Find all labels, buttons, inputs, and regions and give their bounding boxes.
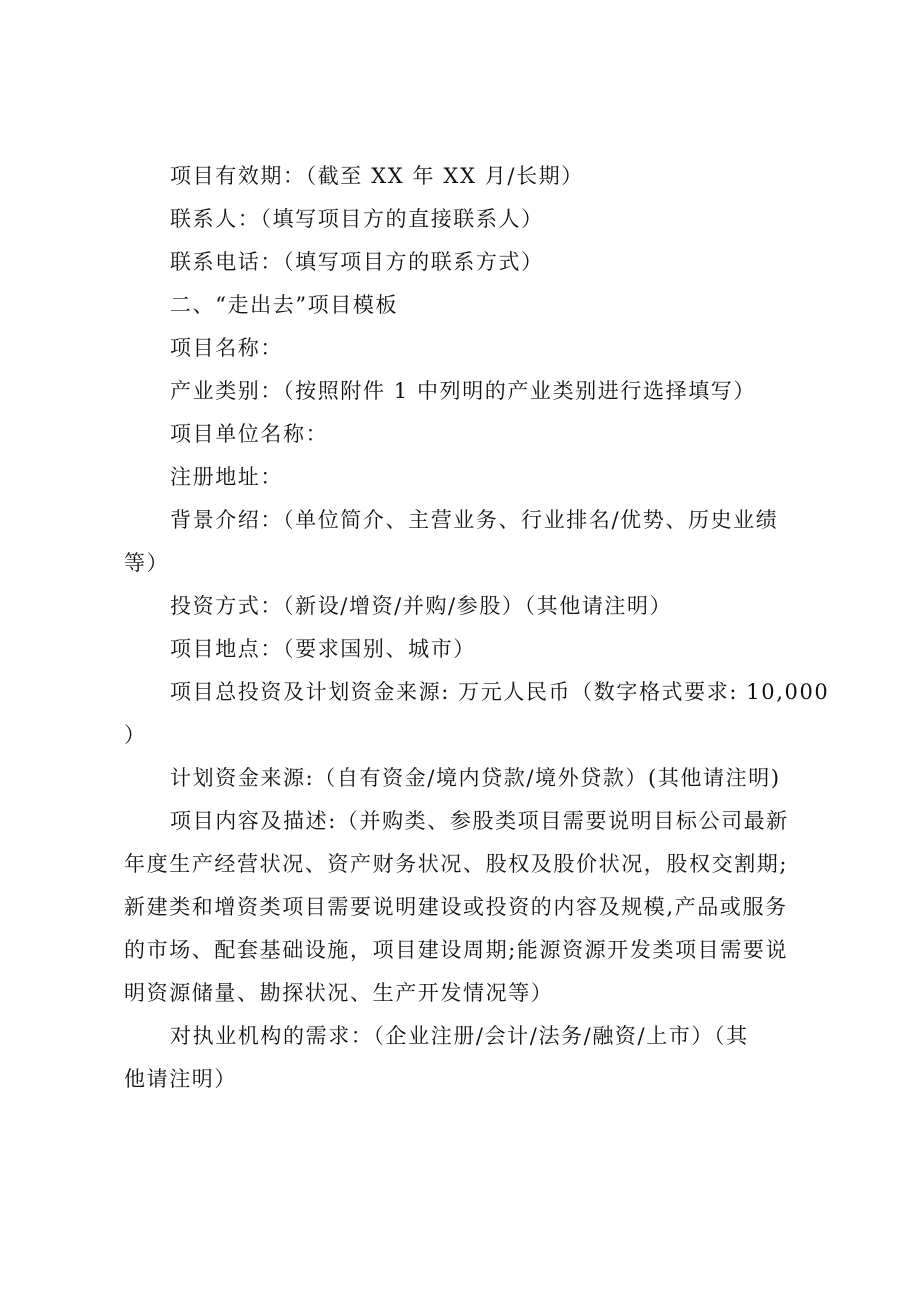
- agency-needs-continuation: 他请注明）: [124, 1067, 237, 1091]
- project-description-line: 项目内容及描述:（并购类、参股类项目需要说明目标公司最新: [170, 809, 789, 833]
- agency-needs-line: 对执业机构的需求：（企业注册/会计/法务/融资/上市）（其: [170, 1024, 749, 1048]
- background-intro-continuation: 等）: [124, 551, 170, 575]
- contact-phone-line: 联系电话：（填写项目方的联系方式）: [170, 250, 544, 274]
- unit-name-line: 项目单位名称：: [170, 422, 329, 446]
- section-heading: 二、“走出去”项目模板: [170, 293, 399, 317]
- total-investment-line: 项目总投资及计划资金来源: 万元人民币（数字格式要求: 10,000: [170, 680, 830, 704]
- project-description-line-3: 新建类和增资类项目需要说明建设或投资的内容及规模,产品或服务: [124, 895, 788, 919]
- registered-address-line: 注册地址：: [170, 465, 283, 489]
- validity-line: 项目有效期：（截至 XX 年 XX 月/长期）: [170, 164, 584, 188]
- project-name-line: 项目名称：: [170, 336, 283, 360]
- contact-person-line: 联系人：（填写项目方的直接联系人）: [170, 207, 544, 231]
- total-investment-continuation: ）: [124, 723, 147, 747]
- project-location-line: 项目地点：（要求国别、城市）: [170, 637, 476, 661]
- investment-method-line: 投资方式：（新设/增资/并购/参股）（其他请注明）: [170, 594, 673, 618]
- project-description-line-4: 的市场、配套基础设施，项目建设周期;能源资源开发类项目需要说: [124, 938, 789, 962]
- project-description-line-2: 年度生产经营状况、资产财务状况、股权及股价状况，股权交割期;: [124, 852, 789, 876]
- funding-source-line: 计划资金来源:（自有资金/境内贷款/境外贷款）(其他请注明): [170, 766, 781, 790]
- background-intro-line: 背景介绍：（单位简介、主营业务、行业排名/优势、历史业绩: [170, 508, 779, 532]
- industry-category-line: 产业类别：（按照附件 1 中列明的产业类别进行选择填写）: [170, 379, 757, 403]
- project-description-line-5: 明资源储量、勘探状况、生产开发情况等）: [124, 981, 554, 1005]
